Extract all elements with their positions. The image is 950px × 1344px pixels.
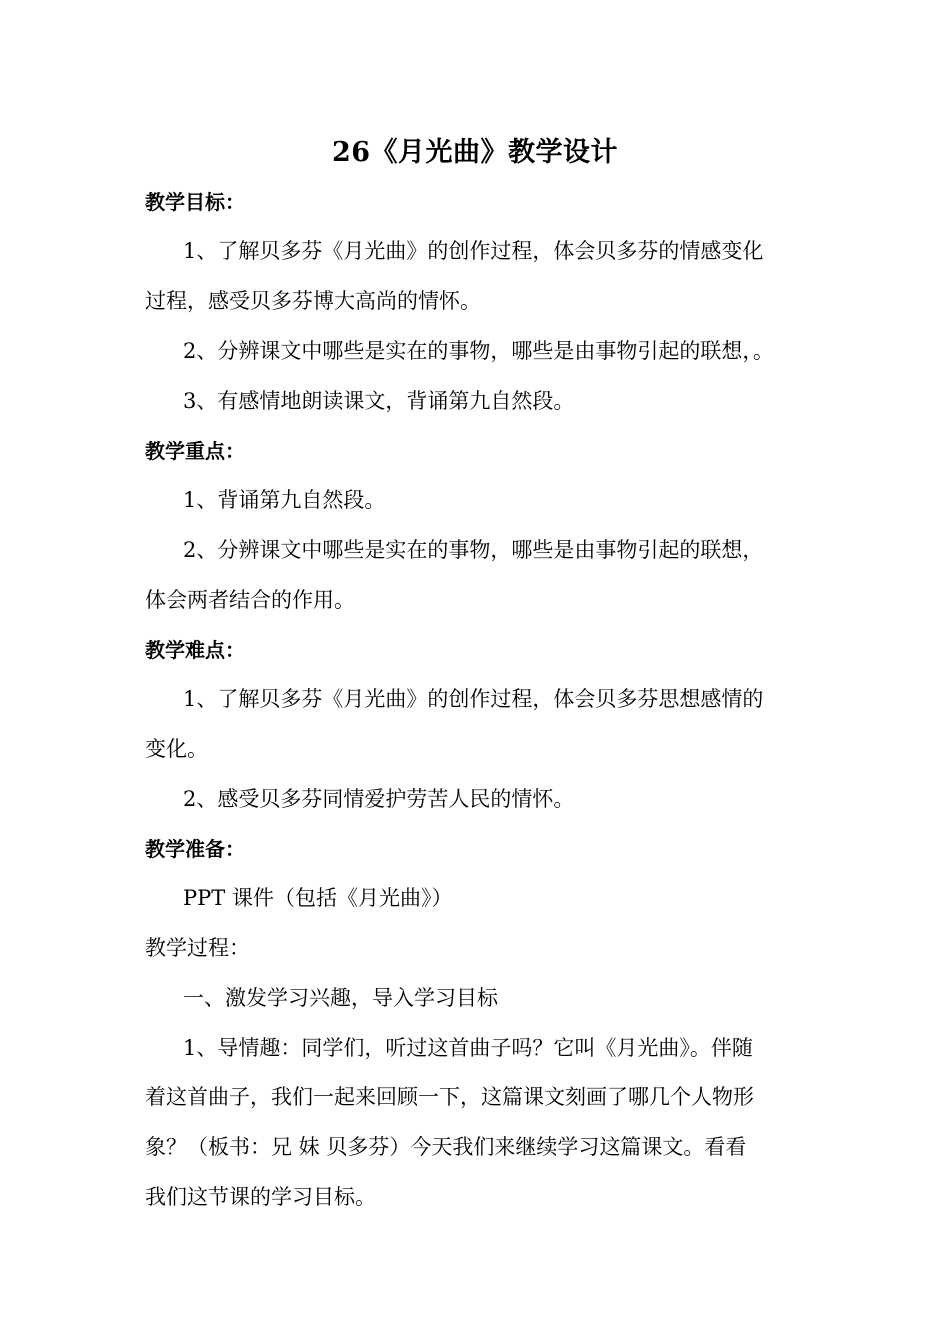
process-para-line-1: 1、导情趣：同学们，听过这首曲子吗？它叫《月光曲》。伴随 (183, 1036, 753, 1060)
difficulties-heading: 教学难点： (145, 638, 245, 662)
difficulty-1-line-1: 1、了解贝多芬《月光曲》的创作过程，体会贝多芬思想感情的 (183, 687, 764, 711)
objective-2: 2、分辨课文中哪些是实在的事物，哪些是由事物引起的联想，。 (183, 339, 774, 363)
preparation-heading: 教学准备： (145, 837, 245, 861)
document-title: 26《月光曲》教学设计 (331, 137, 619, 168)
key-point-2-line-2: 体会两者结合的作用。 (145, 588, 355, 612)
objective-1-line-2: 过程，感受贝多芬博大高尚的情怀。 (145, 289, 481, 313)
objective-3: 3、有感情地朗读课文，背诵第九自然段。 (183, 389, 575, 413)
difficulty-2: 2、感受贝多芬同情爱护劳苦人民的情怀。 (183, 787, 575, 811)
objectives-heading: 教学目标： (145, 190, 245, 214)
process-para-line-4: 我们这节课的学习目标。 (145, 1185, 376, 1209)
key-points-heading: 教学重点： (145, 439, 245, 463)
process-para-line-2: 着这首曲子，我们一起来回顾一下，这篇课文刻画了哪几个人物形 (145, 1085, 754, 1109)
difficulty-1-line-2: 变化。 (145, 737, 208, 761)
process-para-line-3: 象？（板书：兄 妹 贝多芬）今天我们来继续学习这篇课文。看看 (145, 1135, 747, 1159)
process-step-1-title: 一、激发学习兴趣，导入学习目标 (183, 986, 498, 1010)
objective-1-line-1: 1、了解贝多芬《月光曲》的创作过程，体会贝多芬的情感变化 (183, 239, 764, 263)
preparation-item: PPT 课件（包括《月光曲》） (183, 886, 453, 910)
key-point-2-line-1: 2、分辨课文中哪些是实在的事物，哪些是由事物引起的联想， (183, 538, 764, 562)
process-heading: 教学过程： (145, 936, 250, 960)
key-point-1: 1、背诵第九自然段。 (183, 488, 386, 512)
